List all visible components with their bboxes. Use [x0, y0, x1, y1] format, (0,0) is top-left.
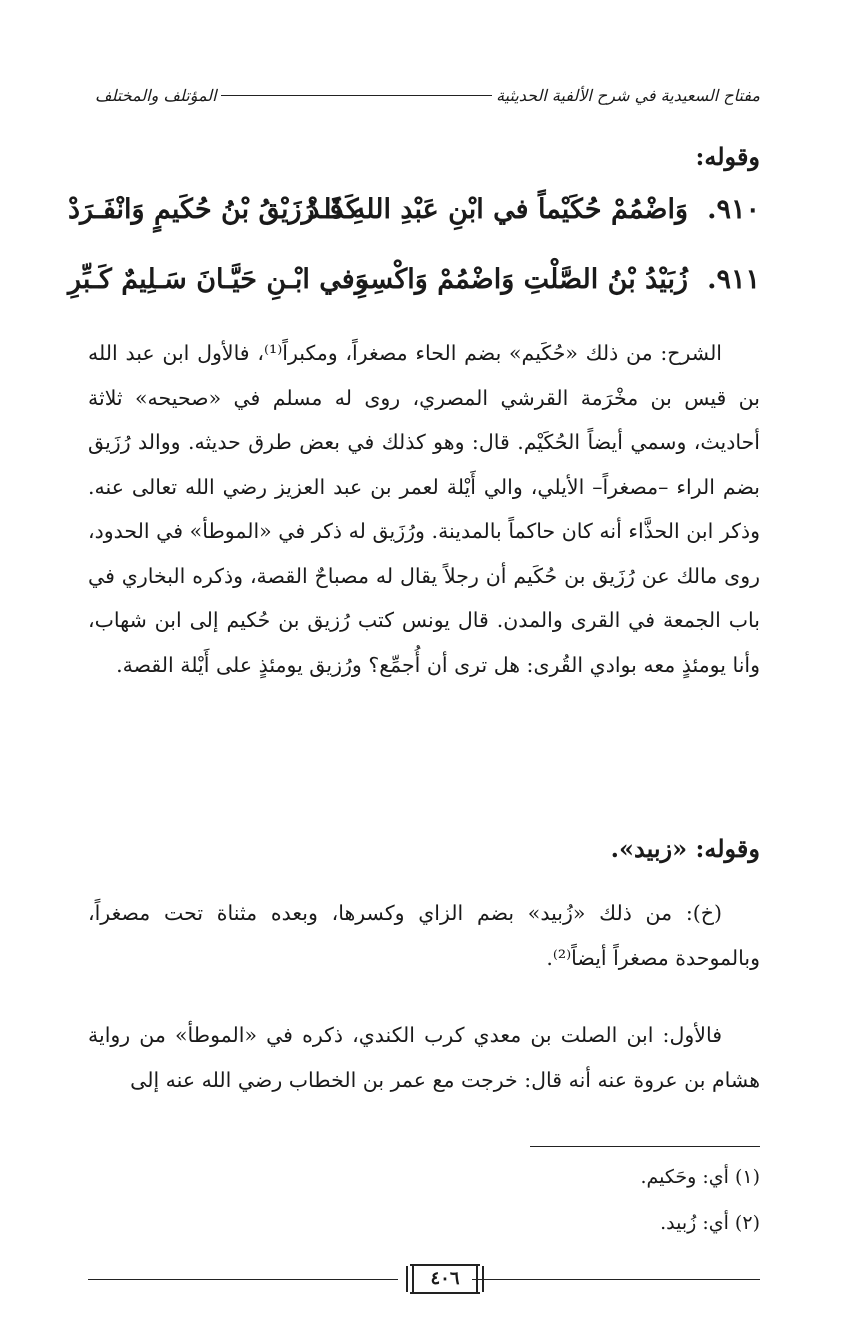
verse-first-hemistich: زُبَيْدُ بْنُ الصَّلْتِ وَاضْمُمْ وَاكْسِرِ	[355, 264, 688, 295]
section-title: المؤتلف والمختلف	[95, 85, 217, 105]
commentary-paragraph: (خ): من ذلك «زُبيد» بضم الزاي وكسرها، وبعده مثناة تحت مصغراً، وبالموحدة مصغراً أيضاً⁽²⁾.	[88, 901, 760, 970]
running-header	[95, 82, 760, 108]
verse-number: ٩١٠.	[707, 194, 760, 225]
footnote: (٢) أي: زُبيد.	[660, 1212, 760, 1234]
quote-label: وقوله: «زبيد».	[610, 834, 760, 863]
header-rule	[221, 95, 493, 96]
commentary-paragraph: فالأول: ابن الصلت بن معدي كرب الكندي، ذكره في «الموطأ» من رواية هشام بن عروة عنه أنه قال: خرجت مع عمر بن الخطاب رضي الله عنه إلى	[88, 1023, 760, 1092]
footnote: (١) أي: وحَكيم.	[640, 1166, 760, 1188]
page-number	[406, 1262, 484, 1296]
ornament-frame	[410, 1264, 480, 1266]
ornament-frame	[410, 1292, 480, 1294]
commentary-paragraph: الشرح: من ذلك «حُكَيم» بضم الحاء مصغراً، ومكبراً⁽¹⁾، فالأول ابن عبد الله بن قيس بن مخْرَمة القرشي المصري، روى له مسلم في «صحيحه» ثلاثة أحاديث، وسمي أيضاً الحُكَيْم. قال: وهو كذلك في بعض طرق حديثه. ووالد رُزَيق بضم الراء –مصغراً– الأيلي، والي أَيْلة لعمر بن عبد العزيز رضي الله تعالى عنه. وذكر ابن الحذَّاء أنه كان حاكماً بالمدينة. ورُزَيق له ذكر في «الموطأ» في الحدود، روى مالك عن رُزَيق بن حُكَيم أن رجلاً يقال له مصباحٌ القصة، وذكره البخاري في باب الجمعة في القرى والمدن. قال يونس كتب رُزيق بن حُكيم إلى ابن شهاب، وأنا يومئذٍ معه بوادي القُرى: هل ترى أن أُجمِّع؟ ورُزيق يومئذٍ على أَيْلة القصة.	[88, 341, 760, 677]
book-title: مفتاح السعيدية في شرح الألفية الحديثية	[496, 85, 760, 105]
ornament-frame	[406, 1266, 414, 1292]
verse-line	[68, 194, 760, 236]
page-number-text: ٤٠٦	[430, 1268, 460, 1289]
verse-second-hemistich: كَذَا رُزَيْقُ بْنُ حُكَيمٍ وَانْفَـرَدْ	[68, 194, 359, 225]
verse-first-hemistich: وَاضْمُمْ حُكَيْماً في ابْنِ عَبْدِ اللهِ قَـدْ	[307, 194, 688, 225]
ornament-frame	[476, 1266, 484, 1292]
verse-number: ٩١١.	[707, 264, 760, 295]
verse-second-hemistich: وَفي ابْـنِ حَيَّـانَ سَـلِيمٌ كَـبِّرِ	[68, 264, 368, 295]
verse-line	[68, 264, 760, 306]
verse-intro-label: وقوله:	[695, 142, 760, 171]
footer-rule	[88, 1279, 398, 1280]
footer-rule	[472, 1279, 760, 1280]
footnote-separator	[530, 1146, 760, 1147]
